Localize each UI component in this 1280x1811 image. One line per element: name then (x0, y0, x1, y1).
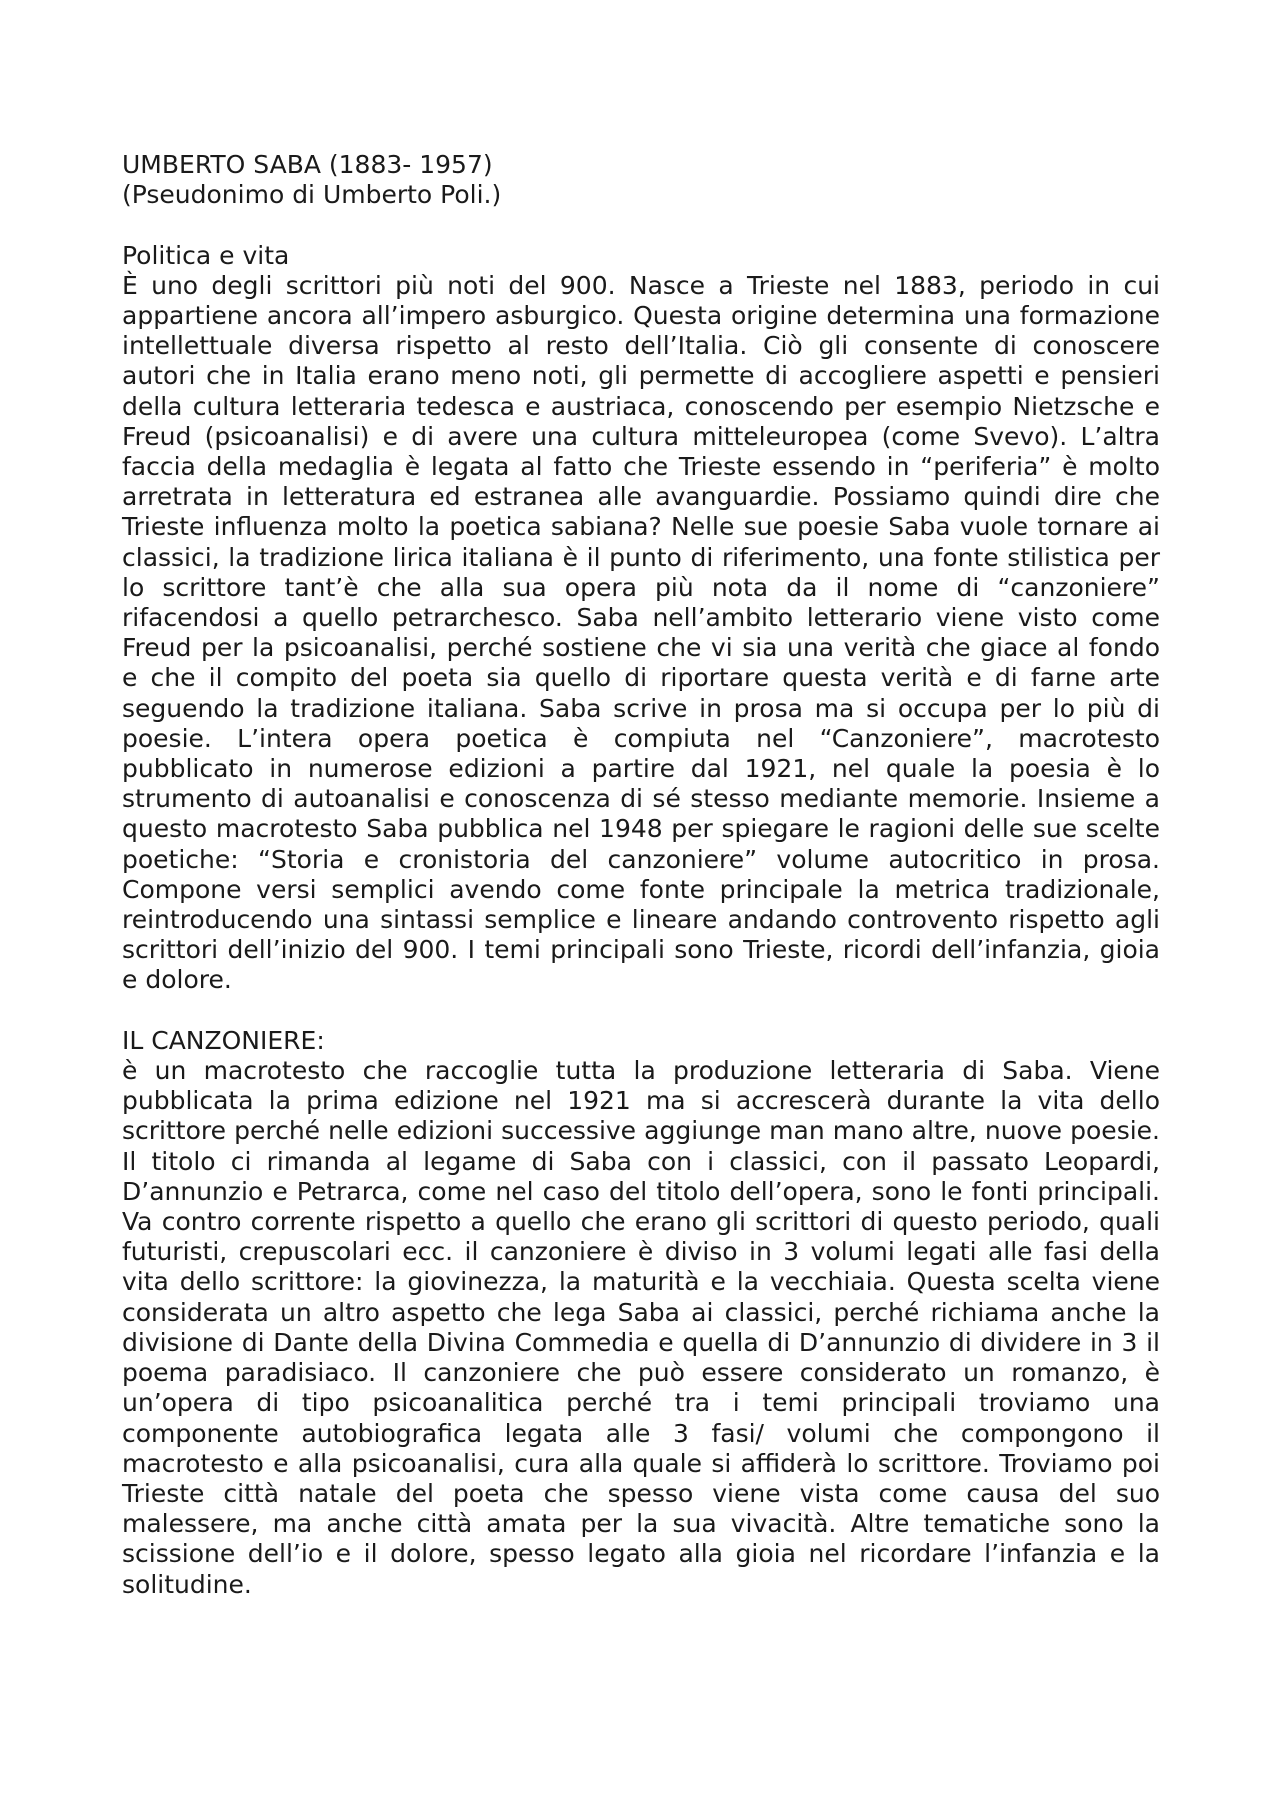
spacer (122, 210, 1160, 240)
document-page (122, 150, 1160, 1600)
section-heading-canzoniere: IL CANZONIERE: (122, 1025, 325, 1055)
section-body-canzoniere: è un macrotesto che raccoglie tutta la produzione letteraria di Saba. Viene pubblicata la prima edizione nel 1921 ma si accrescerà durante la vita dello scrittore perché nelle edizioni successive aggiunge man mano altre, nuove poesie. Il titolo ci rimanda al legame di Saba con i classici, con il passato Leopardi, D’annunzio e Petrarca, come nel caso del titolo dell’opera, sono le fonti principali. Va contro corrente rispetto a quello che erano gli scrittori di questo periodo, quali futuristi, crepuscolari ecc. il canzoniere è diviso in 3 volumi legati alle fasi della vita dello scrittore: la giovinezza, la maturità e la vecchiaia. Questa scelta viene considerata un altro aspetto che lega Saba ai classici, perché richiama anche la divisione di Dante della Divina Commedia e quella di D’annunzio di dividere in 3 il poema paradisiaco. Il canzoniere che può essere considerato un romanzo, è un’opera di tipo psicoanalitica perché tra i temi principali troviamo una componente autobiografica legata alle 3 fasi/ volumi che compongono il macrotesto e alla psicoanalisi, cura alla quale si affiderà lo scrittore. Troviamo poi Trieste città natale del poeta che spesso viene vista come causa del suo malessere, ma anche città amata per la sua vivacità. Altre tematiche sono la scissione dell’io e il dolore, spesso legato alla gioia nel ricordare l’infanzia e la solitudine. (122, 1056, 1160, 1599)
section-heading-politica: Politica e vita (122, 240, 290, 270)
document-subtitle: (Pseudonimo di Umberto Poli.) (122, 180, 502, 210)
section-body-politica: È uno degli scrittori più noti del 900. Nasce a Trieste nel 1883, periodo in cui appartiene ancora all’impero asburgico. Questa origine determina una formazione intellettuale diversa rispetto al resto dell’Italia. Ciò gli consente di conoscere autori che in Italia erano meno noti, gli permette di accogliere aspetti e pensieri della cultura letteraria tedesca e austriaca, conoscendo per esempio Nietzsche e Freud (psicoanalisi) e di avere una cultura mitteleuropea (come Svevo). L’altra faccia della medaglia è legata al fatto che Trieste essendo in “periferia” è molto arretrata in letteratura ed estranea alle avanguardie. Possiamo quindi dire che Trieste influenza molto la poetica sabiana? Nelle sue poesie Saba vuole tornare ai classici, la tradizione lirica italiana è il punto di riferimento, una fonte stilistica per lo scrittore tant’è che alla sua opera più nota da il nome di “canzoniere” rifacendosi a quello petrarchesco. Saba nell’ambito letterario viene visto come Freud per la psicoanalisi, perché sostiene che vi sia una verità che giace al fondo e che il compito del poeta sia quello di riportare questa verità e di farne arte seguendo la tradizione italiana. Saba scrive in prosa ma si occupa per lo più di poesie. L’intera opera poetica è compiuta nel “Canzoniere”, macrotesto pubblicato in numerose edizioni a partire dal 1921, nel quale la poesia è lo strumento di autoanalisi e conoscenza di sé stesso mediante memorie. Insieme a questo macrotesto Saba pubblica nel 1948 per spiegare le ragioni delle sue scelte poetiche: “Storia e cronistoria del canzoniere” volume autocritico in prosa. Compone versi semplici avendo come fonte principale la metrica tradizionale, reintroducendo una sintassi semplice e lineare andando controvento rispetto agli scrittori dell’inizio del 900. I temi principali sono Trieste, ricordi dell’infanzia, gioia e dolore. (122, 270, 1160, 995)
spacer (122, 996, 1160, 1026)
document-title: UMBERTO SABA (1883- 1957) (122, 150, 493, 179)
